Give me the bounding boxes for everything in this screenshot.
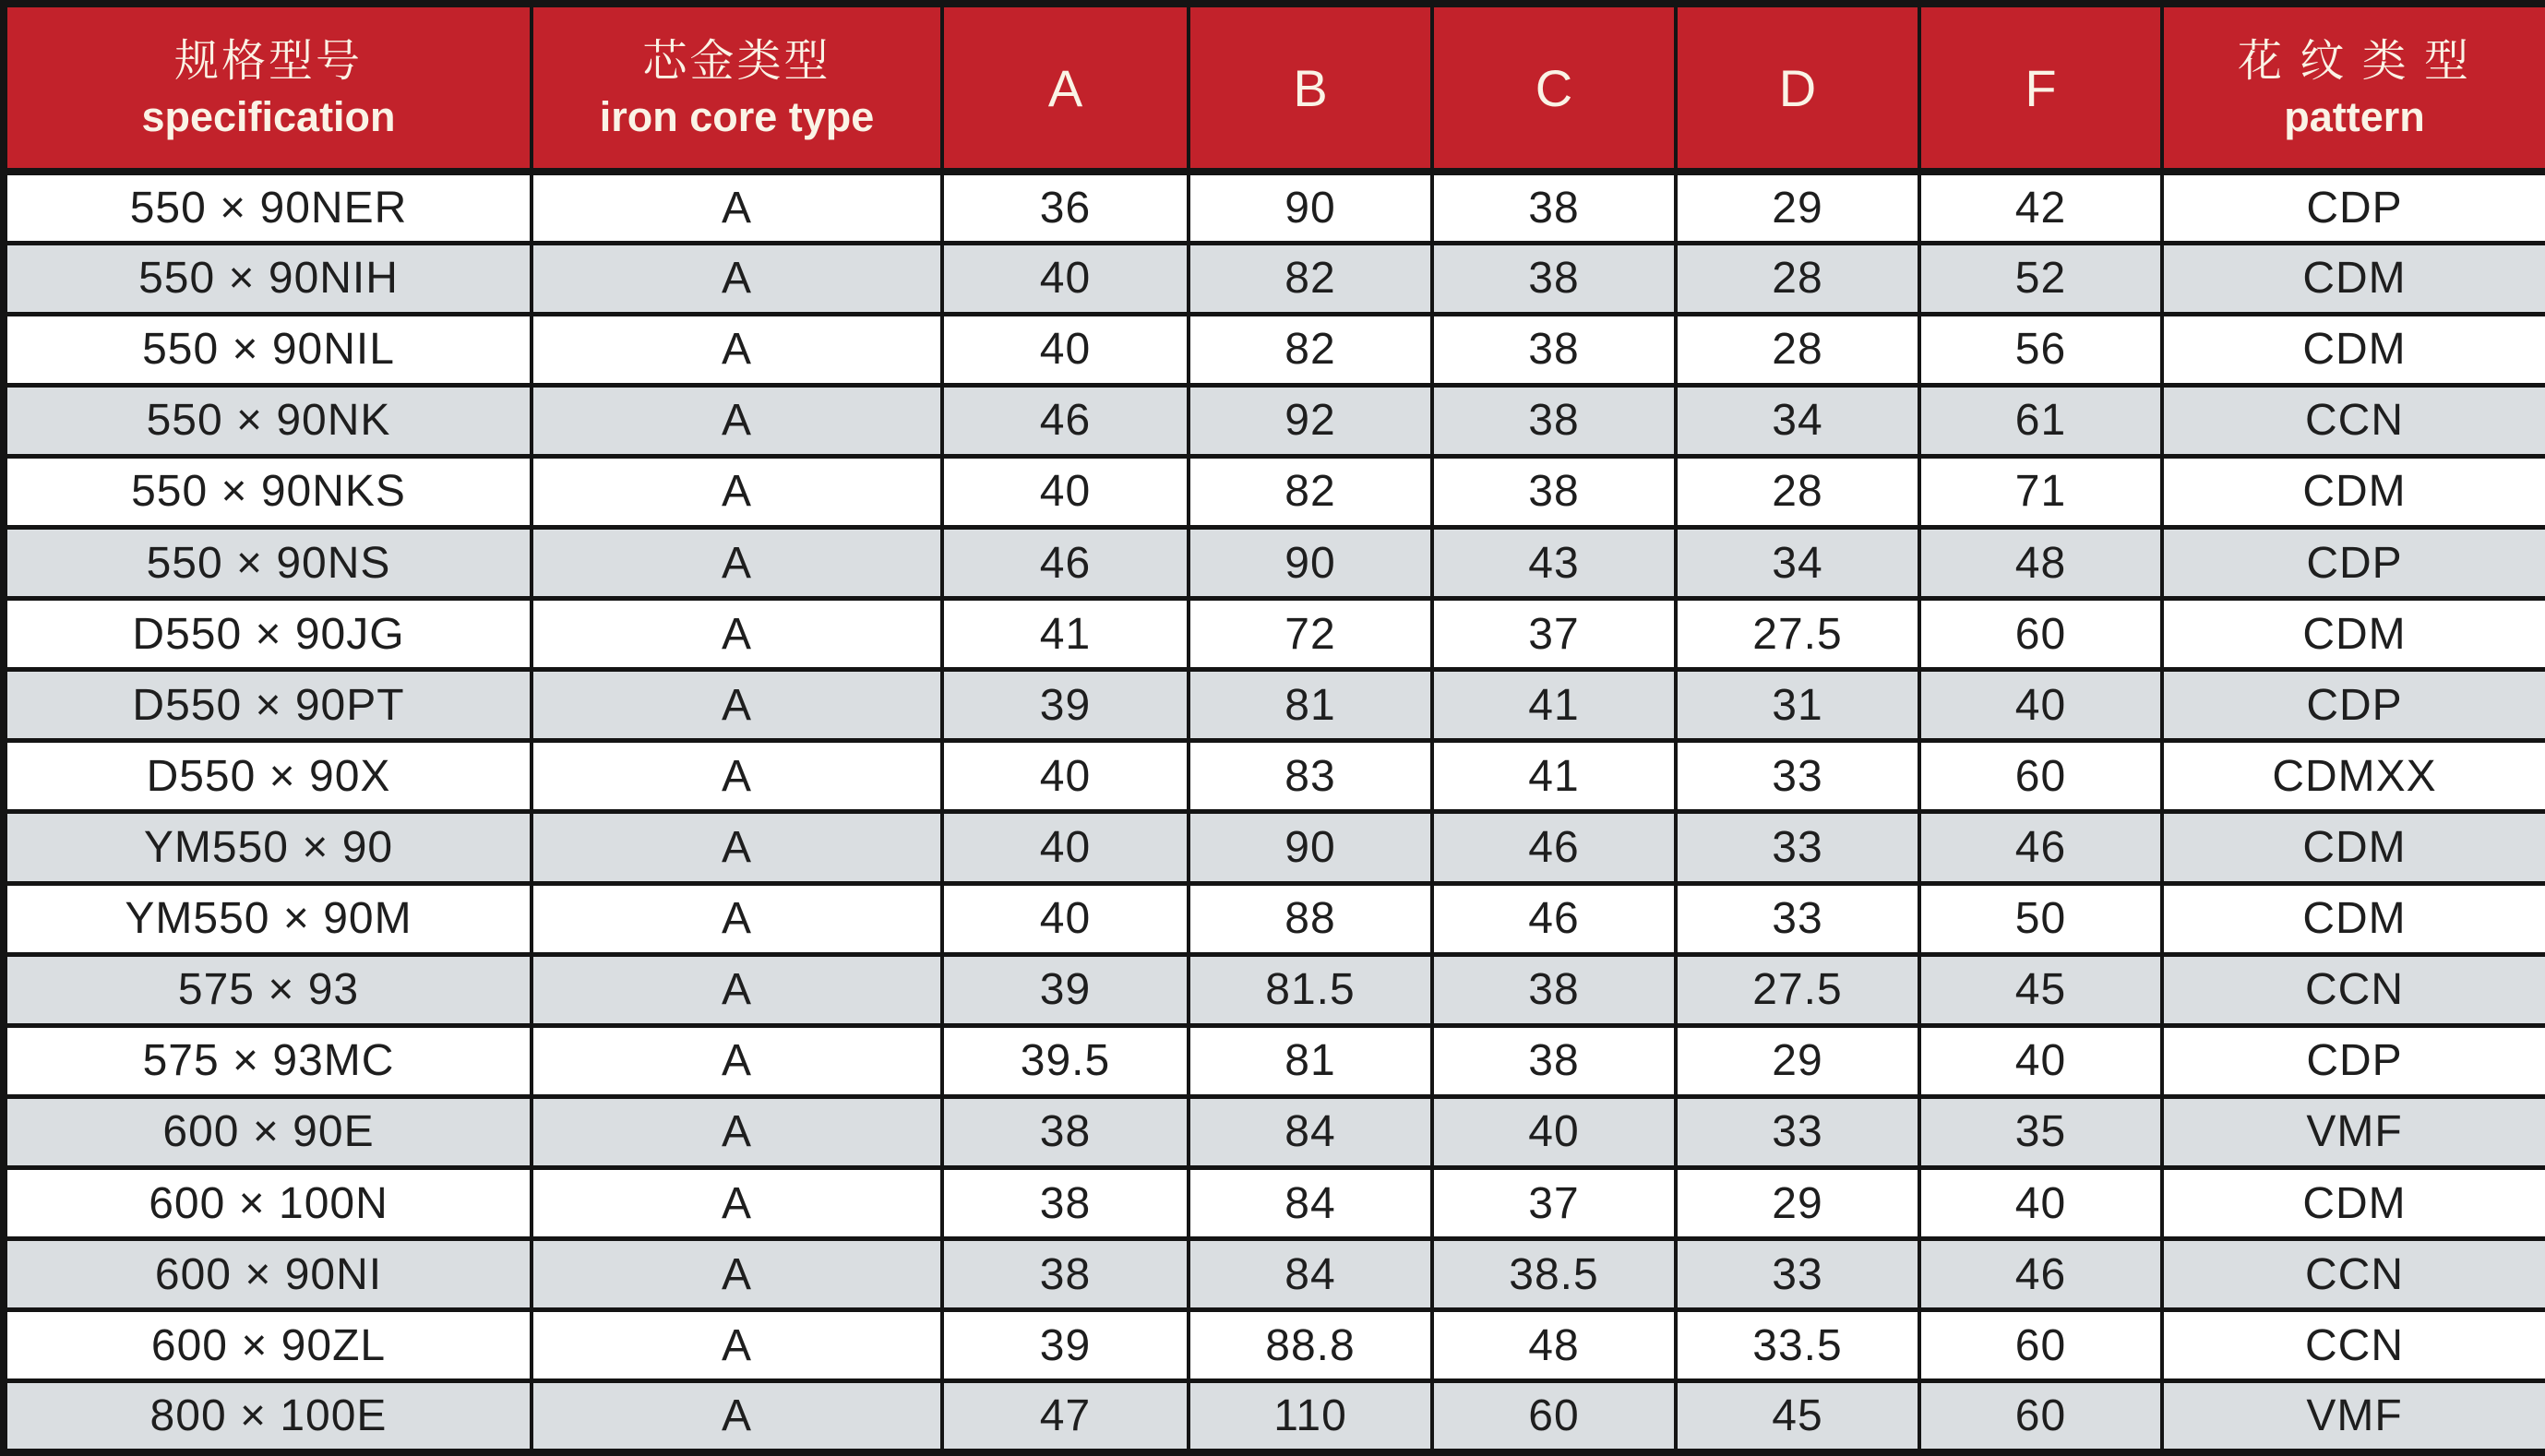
cell-core: A [532,172,942,243]
cell-spec: 600 × 90NI [4,1239,532,1310]
table-row [4,599,2545,670]
cell-core: A [532,1025,942,1096]
cell-f: 48 [1919,528,2162,599]
cell-core: A [532,1168,942,1239]
cell-a: 39 [942,1310,1189,1381]
cell-c: 41 [1432,741,1676,812]
cell-f: 35 [1919,1096,2162,1167]
cell-spec: 550 × 90NER [4,172,532,243]
cell-a: 40 [942,883,1189,954]
table-row [4,528,2545,599]
cell-a: 40 [942,314,1189,385]
cell-b: 72 [1189,599,1432,670]
cell-f: 60 [1919,1310,2162,1381]
column-header-f: F [1919,4,2162,172]
cell-b: 82 [1189,314,1432,385]
cell-core: A [532,1381,942,1452]
cell-b: 90 [1189,812,1432,883]
header-row [4,4,2545,172]
cell-f: 40 [1919,1025,2162,1096]
cell-core: A [532,243,942,314]
cell-pattern: CDM [2162,1168,2545,1239]
cell-core: A [532,741,942,812]
cell-b: 81 [1189,670,1432,741]
cell-b: 83 [1189,741,1432,812]
column-header-c: C [1432,4,1676,172]
column-header-pattern-zh: 花 纹 类 型 [2237,36,2471,86]
cell-f: 40 [1919,670,2162,741]
cell-d: 34 [1676,528,1919,599]
table-row [4,883,2545,954]
column-header-b: B [1189,4,1432,172]
column-header-iron-core-type-zh: 芯金类型 [642,36,831,86]
cell-pattern: CDM [2162,812,2545,883]
cell-d: 33 [1676,883,1919,954]
cell-a: 46 [942,528,1189,599]
column-header-specification [4,4,532,172]
cell-b: 84 [1189,1168,1432,1239]
cell-f: 52 [1919,243,2162,314]
cell-a: 38 [942,1168,1189,1239]
cell-d: 33 [1676,1239,1919,1310]
cell-core: A [532,456,942,527]
table-row [4,1239,2545,1310]
cell-pattern: CDM [2162,599,2545,670]
cell-pattern: CCN [2162,1310,2545,1381]
cell-a: 38 [942,1239,1189,1310]
cell-d: 27.5 [1676,954,1919,1025]
cell-spec: D550 × 90PT [4,670,532,741]
cell-spec: 575 × 93 [4,954,532,1025]
cell-core: A [532,385,942,456]
cell-d: 29 [1676,172,1919,243]
cell-a: 40 [942,243,1189,314]
cell-d: 29 [1676,1168,1919,1239]
cell-pattern: CDP [2162,172,2545,243]
cell-f: 40 [1919,1168,2162,1239]
cell-a: 40 [942,741,1189,812]
cell-pattern: VMF [2162,1381,2545,1452]
cell-pattern: CDP [2162,1025,2545,1096]
table-row [4,172,2545,243]
cell-c: 38.5 [1432,1239,1676,1310]
cell-core: A [532,314,942,385]
cell-b: 84 [1189,1239,1432,1310]
cell-c: 40 [1432,1096,1676,1167]
cell-spec: YM550 × 90 [4,812,532,883]
cell-c: 38 [1432,172,1676,243]
cell-b: 90 [1189,528,1432,599]
table-row [4,456,2545,527]
table-row [4,1168,2545,1239]
table-row [4,1310,2545,1381]
cell-c: 41 [1432,670,1676,741]
cell-a: 38 [942,1096,1189,1167]
cell-a: 46 [942,385,1189,456]
cell-spec: YM550 × 90M [4,883,532,954]
column-header-pattern [2162,4,2545,172]
cell-pattern: CDM [2162,243,2545,314]
cell-spec: 575 × 93MC [4,1025,532,1096]
cell-c: 38 [1432,456,1676,527]
cell-f: 60 [1919,741,2162,812]
column-header-specification-zh: 规格型号 [173,36,363,86]
cell-pattern: CDM [2162,314,2545,385]
cell-b: 92 [1189,385,1432,456]
cell-c: 60 [1432,1381,1676,1452]
cell-f: 46 [1919,1239,2162,1310]
cell-core: A [532,1239,942,1310]
cell-core: A [532,599,942,670]
cell-b: 90 [1189,172,1432,243]
table-body [4,172,2545,1452]
cell-a: 36 [942,172,1189,243]
cell-spec: 600 × 90E [4,1096,532,1167]
cell-core: A [532,670,942,741]
column-header-d: D [1676,4,1919,172]
cell-b: 88 [1189,883,1432,954]
cell-f: 50 [1919,883,2162,954]
cell-c: 38 [1432,243,1676,314]
cell-c: 46 [1432,812,1676,883]
cell-d: 28 [1676,456,1919,527]
column-header-iron-core-type-en: iron core type [599,92,875,140]
cell-spec: D550 × 90X [4,741,532,812]
cell-d: 31 [1676,670,1919,741]
cell-c: 38 [1432,385,1676,456]
cell-spec: 550 × 90NKS [4,456,532,527]
cell-b: 84 [1189,1096,1432,1167]
cell-pattern: CDP [2162,528,2545,599]
column-header-a: A [942,4,1189,172]
column-header-specification-en: specification [141,92,396,140]
cell-core: A [532,1096,942,1167]
table-row [4,1096,2545,1167]
cell-spec: 550 × 90NIH [4,243,532,314]
cell-c: 38 [1432,1025,1676,1096]
cell-core: A [532,528,942,599]
cell-spec: 550 × 90NIL [4,314,532,385]
table-row [4,243,2545,314]
cell-d: 45 [1676,1381,1919,1452]
cell-d: 33 [1676,812,1919,883]
table-row [4,1381,2545,1452]
column-header-pattern-en: pattern [2284,92,2425,140]
cell-pattern: CCN [2162,1239,2545,1310]
cell-core: A [532,954,942,1025]
cell-spec: 800 × 100E [4,1381,532,1452]
cell-f: 60 [1919,1381,2162,1452]
cell-core: A [532,883,942,954]
cell-a: 39.5 [942,1025,1189,1096]
cell-c: 48 [1432,1310,1676,1381]
cell-b: 82 [1189,243,1432,314]
cell-d: 29 [1676,1025,1919,1096]
cell-c: 37 [1432,1168,1676,1239]
cell-f: 60 [1919,599,2162,670]
cell-spec: 550 × 90NK [4,385,532,456]
cell-f: 42 [1919,172,2162,243]
cell-pattern: CDM [2162,456,2545,527]
table-row [4,954,2545,1025]
cell-f: 71 [1919,456,2162,527]
cell-a: 40 [942,456,1189,527]
cell-b: 88.8 [1189,1310,1432,1381]
cell-b: 110 [1189,1381,1432,1452]
cell-f: 45 [1919,954,2162,1025]
cell-b: 81 [1189,1025,1432,1096]
cell-c: 38 [1432,954,1676,1025]
cell-d: 34 [1676,385,1919,456]
cell-b: 81.5 [1189,954,1432,1025]
cell-a: 40 [942,812,1189,883]
cell-core: A [532,812,942,883]
cell-pattern: CDP [2162,670,2545,741]
cell-a: 39 [942,670,1189,741]
table-row [4,812,2545,883]
cell-c: 46 [1432,883,1676,954]
cell-a: 39 [942,954,1189,1025]
cell-spec: D550 × 90JG [4,599,532,670]
table-row [4,1025,2545,1096]
cell-f: 46 [1919,812,2162,883]
cell-a: 47 [942,1381,1189,1452]
table-row [4,385,2545,456]
cell-spec: 550 × 90NS [4,528,532,599]
cell-d: 33 [1676,1096,1919,1167]
cell-d: 27.5 [1676,599,1919,670]
cell-pattern: CDMXX [2162,741,2545,812]
table-row [4,670,2545,741]
cell-d: 33 [1676,741,1919,812]
cell-d: 33.5 [1676,1310,1919,1381]
cell-d: 28 [1676,243,1919,314]
column-header-iron-core-type [532,4,942,172]
cell-f: 61 [1919,385,2162,456]
cell-pattern: CCN [2162,385,2545,456]
cell-pattern: VMF [2162,1096,2545,1167]
cell-pattern: CDM [2162,883,2545,954]
cell-pattern: CCN [2162,954,2545,1025]
cell-spec: 600 × 90ZL [4,1310,532,1381]
cell-d: 28 [1676,314,1919,385]
cell-spec: 600 × 100N [4,1168,532,1239]
cell-b: 82 [1189,456,1432,527]
cell-a: 41 [942,599,1189,670]
cell-c: 37 [1432,599,1676,670]
table-row [4,314,2545,385]
cell-c: 38 [1432,314,1676,385]
table-row [4,741,2545,812]
cell-core: A [532,1310,942,1381]
cell-c: 43 [1432,528,1676,599]
cell-f: 56 [1919,314,2162,385]
